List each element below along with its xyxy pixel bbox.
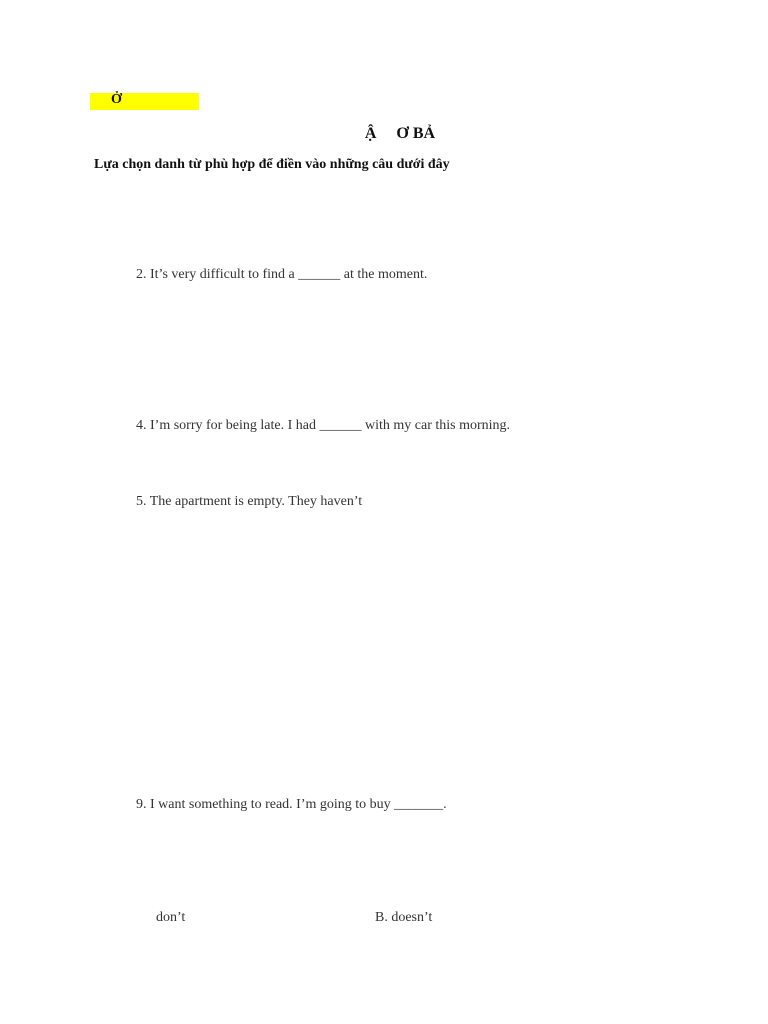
- page-title: Ậ Ơ BẢ: [364, 125, 436, 142]
- question-2: 2. It’s very difficult to find a ______ at the moment.: [136, 267, 428, 282]
- question-5: 5. The apartment is empty. They haven’t: [136, 494, 363, 509]
- question-9: 9. I want something to read. I’m going to buy _______.: [136, 797, 447, 812]
- highlighted-heading: [90, 93, 199, 110]
- question-4: 4. I’m sorry for being late. I had ______ with my car this morning.: [136, 418, 511, 433]
- highlighted-heading-label: Ở: [111, 92, 122, 107]
- answer-option-b: B. doesn’t: [375, 910, 433, 925]
- answer-option-a: don’t: [156, 910, 186, 925]
- exercise-instruction: Lựa chọn danh từ phù hợp để điền vào những câu dưới đây: [94, 157, 450, 172]
